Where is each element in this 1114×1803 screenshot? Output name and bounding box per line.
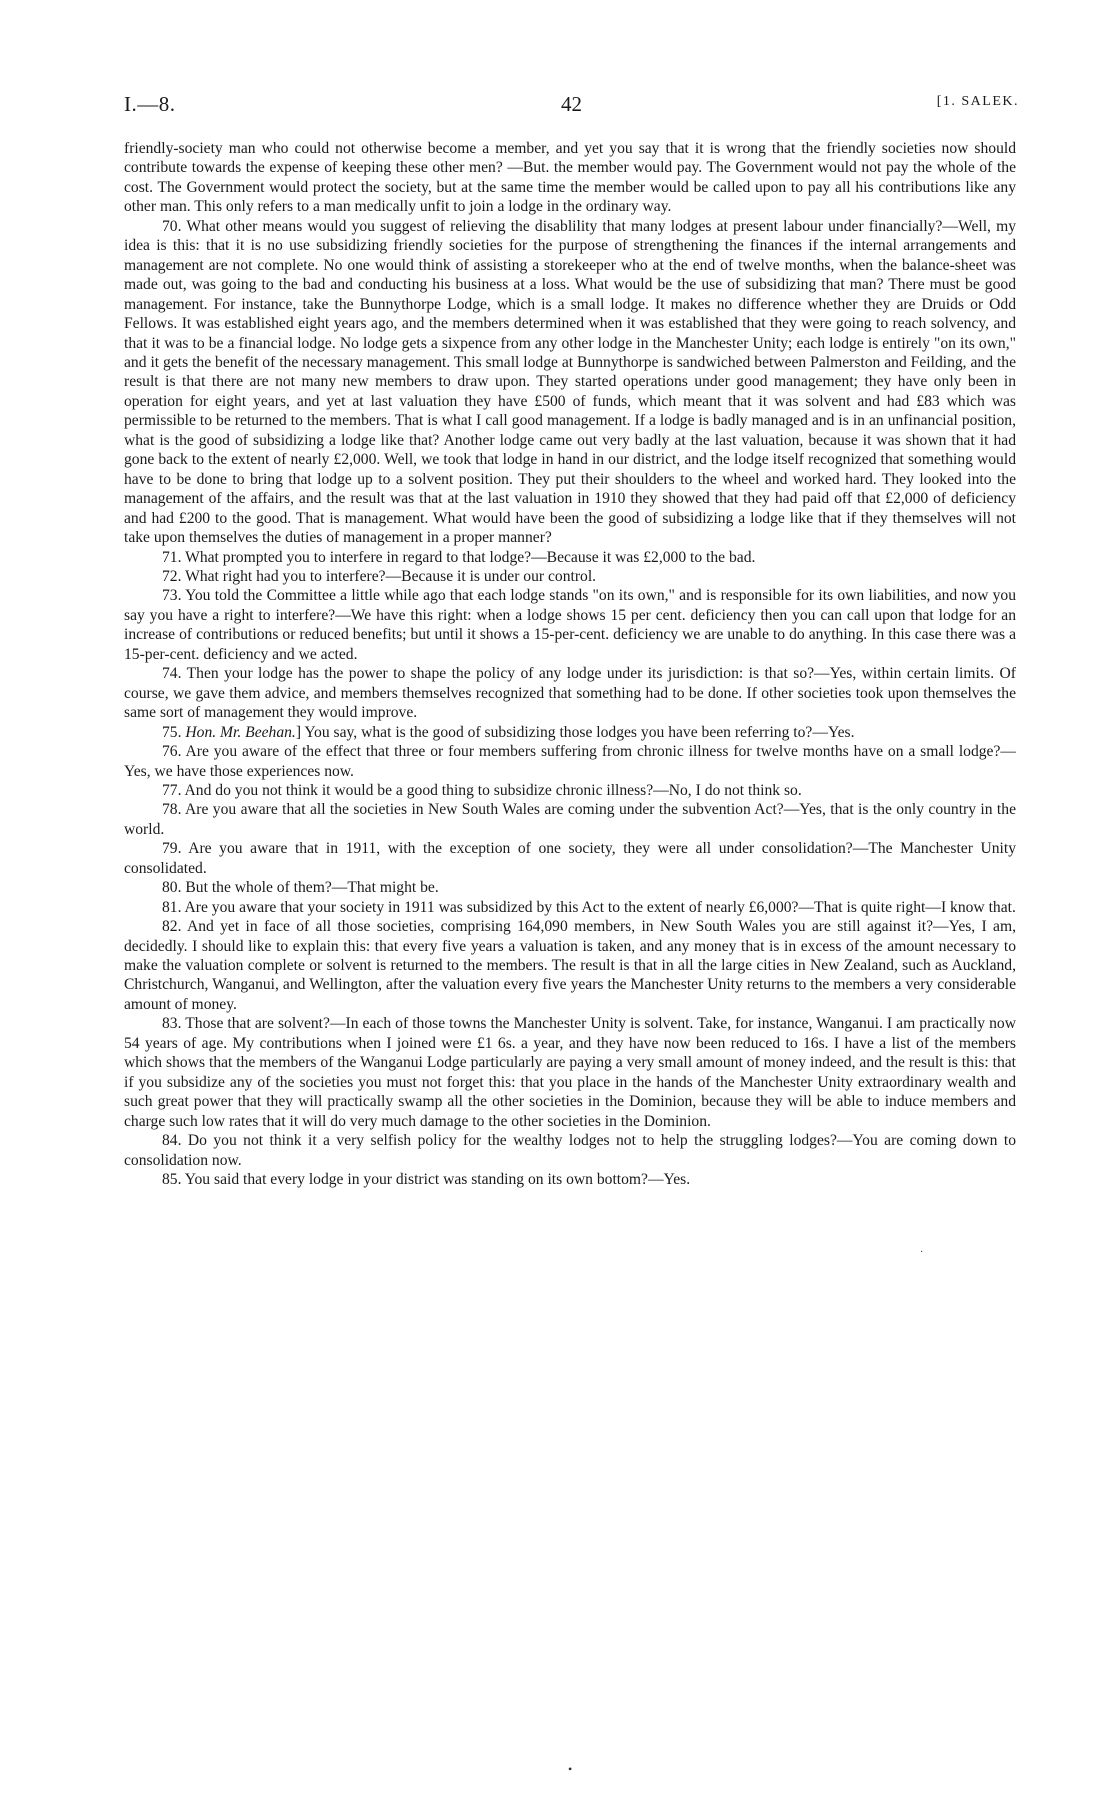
witness-name: [1. SALEK. xyxy=(936,94,1019,109)
speaker-name: Hon. Mr. Beehan. xyxy=(185,723,296,741)
paragraph-text: 80. But the whole of them?—That might be. xyxy=(162,879,439,897)
paragraph xyxy=(124,1170,1016,1189)
paragraph xyxy=(124,567,1016,586)
paper-reference: I.—8. xyxy=(124,92,176,116)
page-number: 42 xyxy=(561,92,582,116)
paragraph xyxy=(124,781,1016,800)
paragraph xyxy=(124,217,1016,548)
print-dot: • xyxy=(568,1762,573,1776)
paragraph-text: 84. Do you not think it a very selfish policy for the wealthy lodges not to help the struggling lodges?—You are coming down to consolidation now. xyxy=(124,1132,1016,1169)
paragraph xyxy=(124,1131,1016,1170)
paragraph xyxy=(124,898,1016,917)
paragraph-text: 72. What right had you to interfere?—Because it is under our control. xyxy=(162,567,597,585)
evidence-text xyxy=(124,139,1016,1189)
print-speck: · xyxy=(920,1247,924,1258)
paragraph xyxy=(124,800,1016,839)
paragraph-text: ] You say, what is the good of subsidizing those lodges you have been referring to?—Yes. xyxy=(295,723,855,741)
paragraph-text: 83. Those that are solvent?—In each of those towns the Manchester Unity is solvent. Take, for instance, Wanganui. I am practically now 54 years of age. My contributions when I joined were £1 6s. a year, and they have now been reduced to 16s. I have a list of the members which shows that the members of the Wanganui Lodge particularly are paying a very small amount of money indeed, and the result is this: that if you subsidize any of the societies you must not forget this: that you place in the hands of the Manchester Unity extraordinary wealth and such great power that they will practically swamp all the other societies in the Dominion, because they will be able to induce members and charge such low rates that it will do very much damage to the other societies in the Dominion. xyxy=(124,1015,1016,1130)
paragraph-text: 85. You said that every lodge in your district was standing on its own bottom?—Yes. xyxy=(162,1171,691,1189)
paragraph-text: 70. What other means would you suggest of relieving the disablility that many lodges at present labour under financially?—Well, my idea is this: that it is no use subsidizing friendly societies for the purpose of strengthening the finances if the internal arrangements and management are not complete. No one would think of assisting a storekeeper who at the end of twelve months, when the balance-sheet was made out, was going to the bad and conducting his business at a loss. What would be the use of subsidizing that man? There must be good management. For instance, take the Bunnythorpe Lodge, which is a small lodge. It makes no difference whether they are Druids or Odd Fellows. It was established eight years ago, and the members determined when it was established that they were going to reach solvency, and that it was to be a financial lodge. No lodge gets a sixpence from any other lodge in the Manchester Unity; each lodge is entirely "on its own," and it gets the benefit of the necessary management. This small lodge at Bunnythorpe is sandwiched between Palmerston and Feilding, and the result is that there are not many new members to draw upon. They started operations under good management; they have only been in operation for eight years, and yet at last valuation they have £500 of funds, which meant that it was solvent and had £83 which was permissible to be returned to the members. That is what I call good management. If a lodge is badly managed and is in an unfinancial position, what is the good of subsidizing a lodge like that? Another lodge came out very badly at the last valuation, because it was shown that it had gone back to the extent of nearly £2,000. Well, we took that lodge in hand in our district, and the lodge itself recognized that something would have to be done to bring that lodge up to a solvent position. They put their shoulders to the wheel and worked hard. They looked into the management of the affairs, and the result was that at the last valuation in 1910 they showed that they had paid off that £2,000 of deficiency and had £200 to the good. That is management. What would have been the good of subsidizing a lodge like that if they themselves will not take upon themselves the duties of management in a proper manner? xyxy=(124,217,1016,547)
paragraph-text: 75. xyxy=(162,723,186,741)
paragraph-text: 73. You told the Committee a little while ago that each lodge stands "on its own," and is responsible for its own liabilities, and now you say you have a right to interfere?—We have this right: when a lodge shows 15 per cent. deficiency then you can call upon that lodge for an increase of contributions or reduced benefits; but until it shows a 15-per-cent. deficiency we are unable to do anything. In this case there was a 15-per-cent. deficiency and we acted. xyxy=(124,587,1016,663)
paragraph-text: 81. Are you aware that your society in 1911 was subsidized by this Act to the extent of nearly £6,000?—That is quite right—I know that. xyxy=(162,898,1016,916)
paragraph-text: 74. Then your lodge has the power to shape the policy of any lodge under its jurisdiction: is that so?—Yes, within certain limits. Of course, we gave them advice, and members themselves recognized that something had to be done. If other societies took upon themselves the same sort of management they would improve. xyxy=(124,665,1016,722)
paragraph xyxy=(124,839,1016,878)
paragraph-text: 78. Are you aware that all the societies in New South Wales are coming under the subvention Act?—Yes, that is the only country in the world. xyxy=(124,801,1016,838)
paragraph xyxy=(124,586,1016,664)
paragraph xyxy=(124,878,1016,897)
paragraph xyxy=(124,664,1016,722)
paragraph xyxy=(124,548,1016,567)
paragraph xyxy=(124,1014,1016,1131)
paragraph-text: 82. And yet in face of all those societies, comprising 164,090 members, in New South Wales you are still against it?—Yes, I am, decidedly. I should like to explain this: that every five years a valuation is taken, and any money that is in excess of the amount necessary to make the valuation complete or solvent is returned to the members. The result is that in all the large cities in New Zealand, such as Auckland, Christchurch, Wanganui, and Wellington, after the valuation every five years the Manchester Unity returns to the members a very considerable amount of money. xyxy=(124,918,1016,1013)
paragraph-text: 79. Are you aware that in 1911, with the exception of one society, they were all under consolidation?—The Manchester Unity consolidated. xyxy=(124,840,1016,877)
paragraph-text: 76. Are you aware of the effect that three or four members suffering from chronic illness for twelve months have on a small lodge?—Yes, we have those experiences now. xyxy=(124,743,1016,780)
paragraph-text: friendly-society man who could not otherwise become a member, and yet you say that it is wrong that the friendly societies now should contribute towards the expense of keeping these other men? —But. the member would pay. The Government would not pay the whole of the cost. The Government would protect the society, but at the same time the member would be called upon to pay all his contributions like any other man. This only refers to a man medically unfit to join a lodge in the ordinary way. xyxy=(124,140,1016,216)
paragraph-text: 77. And do you not think it would be a good thing to subsidize chronic illness?—No, I do not think so. xyxy=(162,781,802,799)
page-header xyxy=(124,92,1019,122)
paragraph-text: 71. What prompted you to interfere in regard to that lodge?—Because it was £2,000 to the bad. xyxy=(162,548,756,566)
paragraph xyxy=(124,139,1016,217)
paragraph xyxy=(124,917,1016,1014)
paragraph xyxy=(124,723,1016,742)
paragraph xyxy=(124,742,1016,781)
